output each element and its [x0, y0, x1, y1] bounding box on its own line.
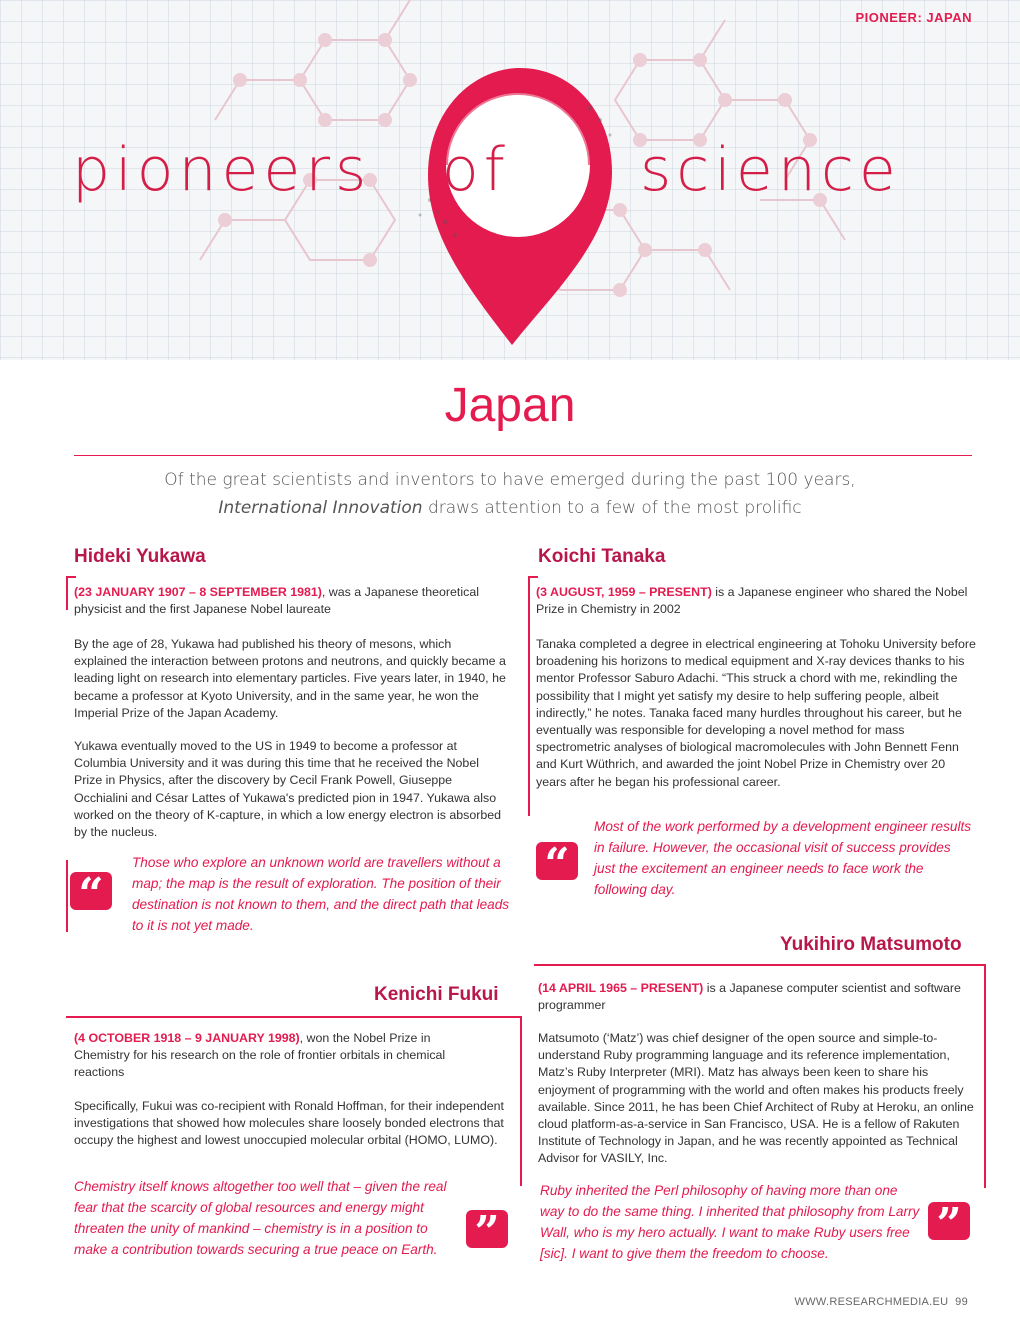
yukawa-summary-text: , was a Japanese theoretical physicist and the first Japanese Nobel laureate [74, 585, 479, 617]
open-quote-icon [536, 842, 578, 880]
scientist-name-fukui: Kenichi Fukui [374, 984, 499, 1005]
fukui-summary-text: , won the Nobel Prize in Chemistry for his research on the role of frontier orbitals in chemical reactions [74, 1031, 446, 1080]
close-quote-icon [466, 1210, 508, 1248]
matsumoto-summary-text: is a Japanese computer scientist and software programmer [538, 981, 961, 1013]
page-footer [795, 1296, 968, 1308]
title-divider [74, 455, 972, 456]
yukawa-summary [74, 584, 504, 618]
svg-text:“: “ [78, 872, 104, 910]
svg-text:“: “ [544, 842, 570, 880]
tanaka-summary [536, 584, 976, 618]
intro-line-1: Of the great scientists and inventors to have emerged during the past 100 years, [164, 470, 856, 490]
title-word-of: of [442, 135, 510, 205]
title-word-science: science [640, 135, 901, 205]
page-title: Japan [444, 379, 576, 432]
matsumoto-dates: (14 APRIL 1965 – PRESENT) [538, 981, 704, 995]
scientist-name-matsumoto: Yukihiro Matsumoto [780, 934, 962, 955]
yukawa-quote: Those who explore an unknown world are travellers without a map; the map is the result of exploration. The position of their destination is not known to them, and the direct path that leads to it is not yet made. [132, 855, 510, 933]
matsumoto-summary [538, 980, 974, 1014]
bracket-line [984, 964, 986, 1188]
yukawa-paragraph-1: By the age of 28, Yukawa had published his theory of mesons, which explained the interaction between protons and neutrons, and quickly became a leading light on research into elementary particles. Five years later, in 1940, he became a professor at Kyoto University, and in the same year, he won the Imperial Prize of the Japan Academy. [74, 637, 506, 720]
scientist-name-yukawa: Hideki Yukawa [74, 546, 206, 567]
bracket-line [534, 964, 986, 966]
bracket-line [520, 1016, 522, 1186]
fukui-paragraph-1: Specifically, Fukui was co-recipient with Ronald Hoffman, for their independent investigations that showed how molecules share loosely bonded electrons that occupy the highest and lowest unoccupied molecular orbital (HOMO, LUMO). [74, 1099, 504, 1148]
open-quote-icon [70, 872, 112, 910]
matsumoto-paragraph-1: Matsumoto (‘Matz’) was chief designer of the open source and simple-to-understand Ruby programming language and its reference implementation, Matz’s Ruby Interpreter (MRI). Matz has always been keen to share his enjoyment of programming with the world and often makes his products freely available. Since 2011, he has been Chief Architect of Ruby at Heroku, an online cloud platform-as-a-service in San Francisco, USA. He is a fellow of Rakuten Institute of Technology in Japan, and he was recently appointed as Technical Advisor for VASILY, Inc. [538, 1031, 974, 1166]
section-tag: PIONEER: JAPAN [855, 10, 972, 25]
tanaka-quote: Most of the work performed by a development engineer results in failure. However, the occasional visit of success provides just the excitement an engineer needs to face work the following day. [594, 819, 972, 897]
svg-text:”: ” [474, 1210, 500, 1248]
hero-banner [0, 0, 1020, 360]
intro-line-2: draws attention to a few of the most prolific [422, 498, 802, 518]
tanaka-dates: (3 AUGUST, 1959 – PRESENT) [536, 585, 712, 599]
bracket-line [528, 576, 530, 816]
tanaka-paragraph-1: Tanaka completed a degree in electrical engineering at Tohoku University before broadening his horizons to medical equipment and X-ray devices thanks to his mentor Professor Saburo Adachi. “This struck a chord with me, rekindling the possibility that I might yet satisfy my desire to help suffering people, albeit indirectly,” he notes. Tanaka faced many hurdles throughout his career, but he eventually was responsible for developing a novel method for mass spectrometric analyses of biological macromolecules with John Bennett Fenn and Kurt Wüthrich, and awarded the joint Nobel Prize in Chemistry over 20 years after he began his professional career. [536, 637, 976, 789]
matsumoto-quote: Ruby inherited the Perl philosophy of having more than one way to do the same thing. I inherited that philosophy from Larry Wall, who is my hero actually. I want to make Ruby users free [sic]. I want to give them the freedom to choose. [540, 1183, 920, 1261]
fukui-summary [74, 1030, 454, 1082]
yukawa-dates: (23 JANUARY 1907 – 8 SEPTEMBER 1981) [74, 585, 322, 599]
intro-publication: International Innovation [218, 498, 423, 518]
scientist-name-tanaka: Koichi Tanaka [538, 546, 666, 567]
page-number: 99 [955, 1296, 968, 1308]
intro-text [60, 466, 960, 522]
footer-site: WWW.RESEARCHMEDIA.EU [794, 1296, 949, 1308]
svg-text:”: ” [936, 1202, 962, 1240]
title-word-pioneers: pioneers [72, 135, 372, 205]
fukui-quote: Chemistry itself knows altogether too well that – given the real fear that the scarcity of global resources and energy might threaten the unity of mankind – chemistry is in a position to make a contribution towards securing a true peace on Earth. [74, 1179, 447, 1257]
close-quote-icon [928, 1202, 970, 1240]
fukui-dates: (4 OCTOBER 1918 – 9 JANUARY 1998) [74, 1031, 300, 1045]
bracket-line [66, 576, 68, 610]
quote-line [66, 860, 68, 932]
bracket-line [66, 576, 76, 578]
bracket-line [66, 1016, 522, 1018]
tanaka-summary-text: is a Japanese engineer who shared the Nobel Prize in Chemistry in 2002 [536, 585, 968, 617]
yukawa-paragraph-2: Yukawa eventually moved to the US in 1949 to become a professor at Columbia University and it was during this time that he received the Nobel Prize in Physics, after the discovery by Cecil Frank Powell, Giuseppe Occhialini and César Lattes of Yukawa's predicted pion in 1947. Yukawa also worked on the theory of K-capture, in which a low energy electron is absorbed by the nucleus. [74, 739, 502, 840]
bracket-line [528, 576, 538, 578]
